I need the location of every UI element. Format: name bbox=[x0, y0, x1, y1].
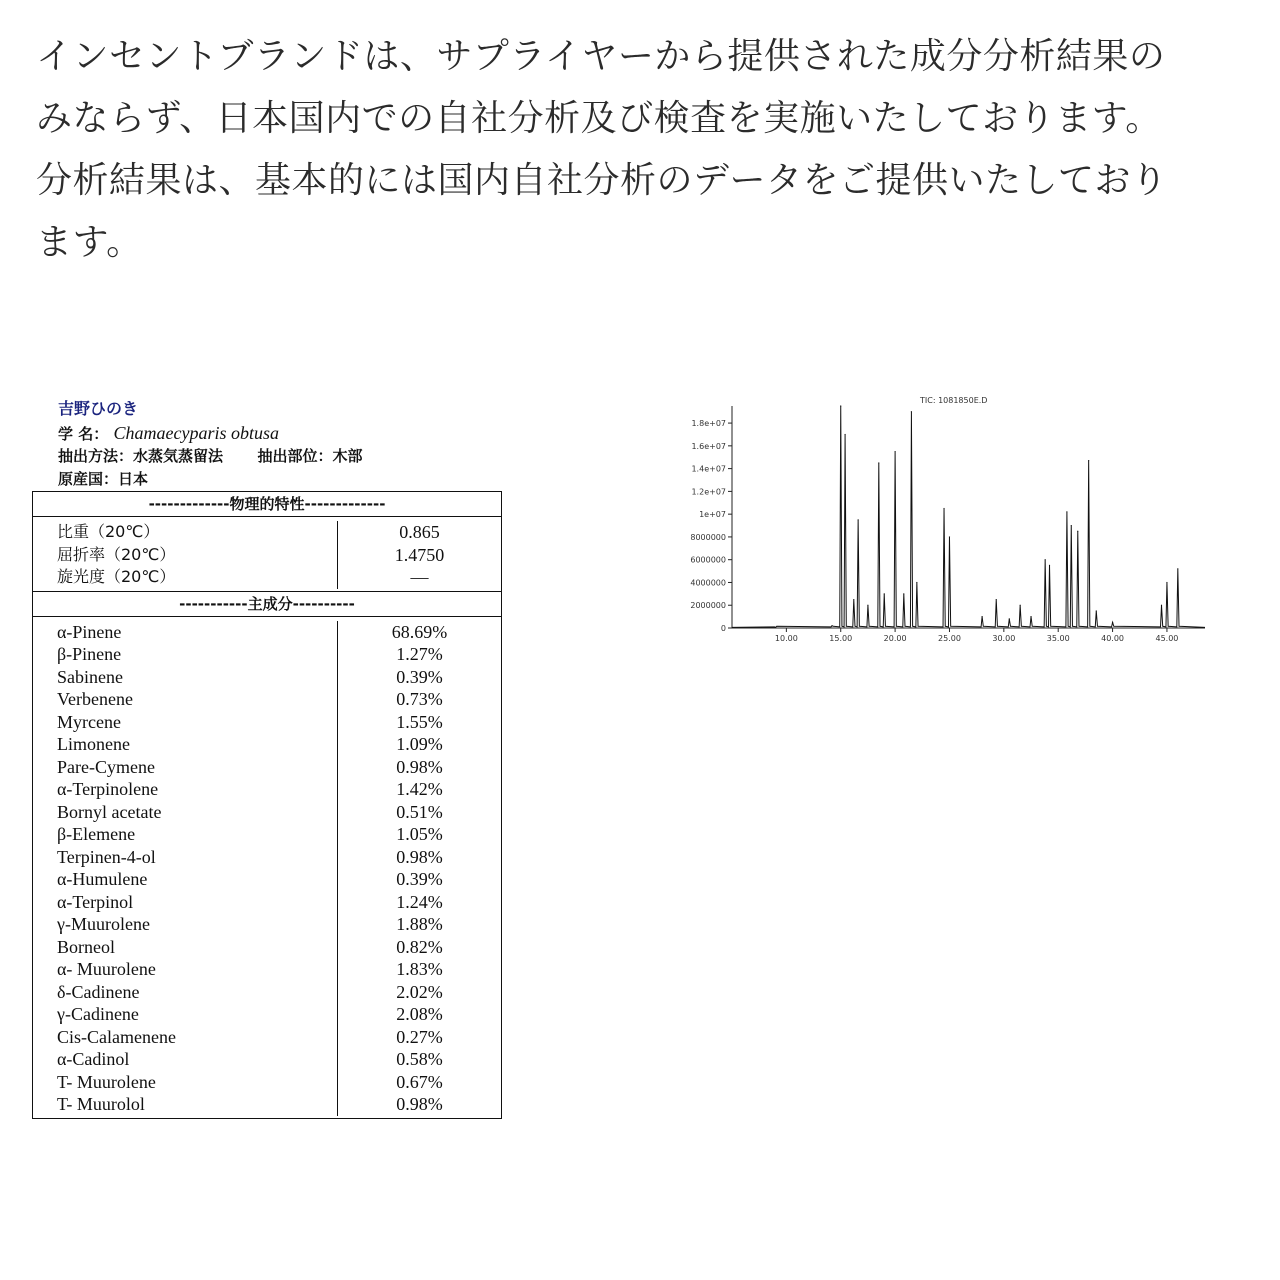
component-name: T- Muurolol bbox=[57, 1094, 145, 1114]
peak-point bbox=[1077, 531, 1078, 532]
physical-prop-value: 0.865 bbox=[399, 522, 440, 542]
x-tick-label: 35.00 bbox=[1046, 634, 1070, 642]
x-tick-label: 20.00 bbox=[883, 634, 907, 642]
physical-prop-value: 1.4750 bbox=[394, 544, 445, 565]
peak-point bbox=[1071, 525, 1072, 526]
component-names bbox=[33, 621, 338, 1116]
y-tick-label: 4000000 bbox=[690, 578, 726, 588]
peak-point bbox=[895, 451, 896, 452]
component-value: 0.27% bbox=[396, 1026, 443, 1047]
component-name: γ-Cadinene bbox=[57, 1004, 139, 1024]
peak-point bbox=[1096, 610, 1097, 611]
peak-point bbox=[981, 616, 982, 617]
component-value: 0.67% bbox=[396, 1071, 443, 1092]
component-name: α-Cadinol bbox=[57, 1049, 130, 1069]
analysis-sheet bbox=[32, 398, 502, 1119]
component-value: 0.98% bbox=[396, 846, 443, 867]
peak-point bbox=[911, 411, 912, 412]
peak-point bbox=[943, 508, 944, 509]
component-name: T- Muurolene bbox=[57, 1071, 156, 1092]
component-name: Borneol bbox=[57, 936, 115, 957]
peak-point bbox=[996, 599, 997, 600]
physical-prop-name: 旋光度（20℃） bbox=[57, 567, 176, 586]
component-name: β-Pinene bbox=[57, 644, 122, 664]
component-value: 1.88% bbox=[396, 914, 443, 934]
component-value: 0.73% bbox=[396, 689, 443, 709]
peak-point bbox=[867, 605, 868, 606]
intro-text bbox=[36, 26, 1236, 274]
y-tick-label: 8000000 bbox=[690, 532, 726, 542]
component-values bbox=[338, 621, 501, 1116]
peak-point bbox=[1045, 559, 1046, 560]
component-name: Sabinene bbox=[57, 666, 123, 687]
peak-point bbox=[1177, 568, 1178, 569]
chromatogram-svg bbox=[660, 392, 1210, 642]
component-value: 1.24% bbox=[396, 891, 443, 912]
intro-line-1: インセントブランドは、サプライヤーから提供された成分分析結果の bbox=[36, 36, 1166, 77]
x-tick-label: 40.00 bbox=[1101, 634, 1125, 642]
component-value: 2.02% bbox=[396, 981, 443, 1002]
component-name: α-Humulene bbox=[57, 869, 148, 889]
scientific-name-row bbox=[58, 422, 502, 445]
spec-table bbox=[32, 491, 502, 1119]
component-value: 0.39% bbox=[396, 666, 443, 687]
peak-point bbox=[831, 625, 832, 626]
tic-trace bbox=[732, 406, 1205, 627]
peak-point bbox=[949, 536, 950, 537]
component-name: Bornyl acetate bbox=[57, 801, 162, 822]
component-value: 0.82% bbox=[396, 936, 443, 957]
component-value: 1.83% bbox=[396, 959, 443, 979]
component-value: 0.98% bbox=[396, 756, 443, 777]
physical-prop-value: — bbox=[410, 567, 429, 587]
component-value: 1.42% bbox=[396, 779, 443, 799]
extraction-part: 抽出部位：木部 bbox=[257, 447, 363, 465]
peak-point bbox=[1049, 565, 1050, 566]
oil-title: 吉野ひのき bbox=[58, 399, 139, 418]
y-tick-label: 6000000 bbox=[690, 555, 726, 565]
peak-point bbox=[916, 582, 917, 583]
component-name: Verbenene bbox=[57, 689, 133, 709]
physical-header: -------------物理的特性------------- bbox=[33, 492, 501, 517]
y-tick-label: 1e+07 bbox=[699, 510, 726, 520]
y-tick-label: 0 bbox=[720, 624, 726, 633]
x-tick-label: 30.00 bbox=[992, 634, 1016, 642]
peak-point bbox=[853, 599, 854, 600]
component-value: 0.98% bbox=[396, 1094, 443, 1114]
y-tick-label: 1.2e+07 bbox=[691, 487, 726, 497]
x-tick-label: 25.00 bbox=[938, 634, 961, 642]
x-tick-label: 15.00 bbox=[829, 634, 853, 642]
physical-prop-names bbox=[33, 521, 338, 589]
extraction-method: 抽出方法：水蒸気蒸留法 bbox=[58, 447, 224, 465]
x-tick-label: 45.00 bbox=[1155, 634, 1179, 642]
component-name: Myrcene bbox=[57, 711, 121, 732]
component-name: Limonene bbox=[57, 734, 130, 754]
components bbox=[33, 617, 501, 1118]
peak-point bbox=[1161, 605, 1162, 606]
scientific-name: Chamaecyparis obtusa bbox=[113, 423, 279, 443]
component-value: 0.51% bbox=[396, 801, 443, 822]
peak-point bbox=[1066, 511, 1067, 512]
peak-point bbox=[775, 627, 776, 628]
peak-point bbox=[858, 519, 859, 520]
peak-point bbox=[1030, 616, 1031, 617]
component-name: α- Muurolene bbox=[57, 959, 156, 979]
origin: 原産国：日本 bbox=[58, 470, 149, 488]
component-value: 1.55% bbox=[396, 711, 443, 732]
peak-point bbox=[878, 462, 879, 463]
intro-line-4: ます。 bbox=[36, 222, 143, 263]
intro-line-3: 分析結果は、基本的には国内自社分析のデータをご提供いたしており bbox=[36, 160, 1168, 201]
peak-point bbox=[1009, 618, 1010, 619]
y-tick-label: 1.4e+07 bbox=[691, 464, 726, 474]
component-value: 1.09% bbox=[396, 734, 443, 754]
component-name: α-Terpinolene bbox=[57, 779, 159, 799]
component-name: Terpinen-4-ol bbox=[57, 846, 156, 867]
component-name: Cis-Calamenene bbox=[57, 1026, 176, 1047]
component-name: α-Pinene bbox=[57, 621, 122, 642]
component-value: 68.69% bbox=[391, 621, 448, 642]
physical-prop-name: 比重（20℃） bbox=[57, 522, 160, 541]
component-name: δ-Cadinene bbox=[57, 981, 140, 1002]
peak-point bbox=[884, 593, 885, 594]
component-value: 0.58% bbox=[396, 1049, 443, 1069]
chromatogram bbox=[660, 392, 1210, 642]
peak-point bbox=[1112, 622, 1113, 623]
y-tick-label: 1.6e+07 bbox=[691, 441, 726, 451]
component-name: β-Elemene bbox=[57, 824, 136, 844]
component-value: 1.05% bbox=[396, 824, 443, 844]
component-name: γ-Muurolene bbox=[57, 914, 150, 934]
peak-point bbox=[903, 593, 904, 594]
component-name: α-Terpinol bbox=[57, 891, 134, 912]
physical-props bbox=[33, 517, 501, 591]
chromatogram-title: TIC: 1081850E.D bbox=[920, 396, 988, 405]
y-tick-label: 1.8e+07 bbox=[691, 419, 726, 429]
x-tick-label: 10.00 bbox=[774, 634, 798, 642]
peak-point bbox=[1088, 460, 1089, 461]
physical-prop-name: 屈折率（20℃） bbox=[57, 544, 176, 564]
peak-point bbox=[844, 434, 845, 435]
component-name: Pare-Cymene bbox=[57, 756, 155, 777]
components-header: -----------主成分---------- bbox=[33, 591, 501, 617]
scientific-label: 学 名： bbox=[58, 425, 109, 443]
component-value: 2.08% bbox=[396, 1004, 443, 1024]
component-value: 0.39% bbox=[396, 869, 443, 889]
peak-point bbox=[840, 405, 841, 406]
peak-point bbox=[1166, 582, 1167, 583]
intro-line-2: みならず、日本国内での自社分析及び検査を実施いたしております。 bbox=[36, 98, 1162, 139]
peak-point bbox=[1020, 605, 1021, 606]
component-value: 1.27% bbox=[396, 644, 443, 664]
extraction-row bbox=[58, 445, 502, 468]
y-tick-label: 2000000 bbox=[690, 601, 726, 611]
physical-prop-values bbox=[338, 521, 501, 589]
